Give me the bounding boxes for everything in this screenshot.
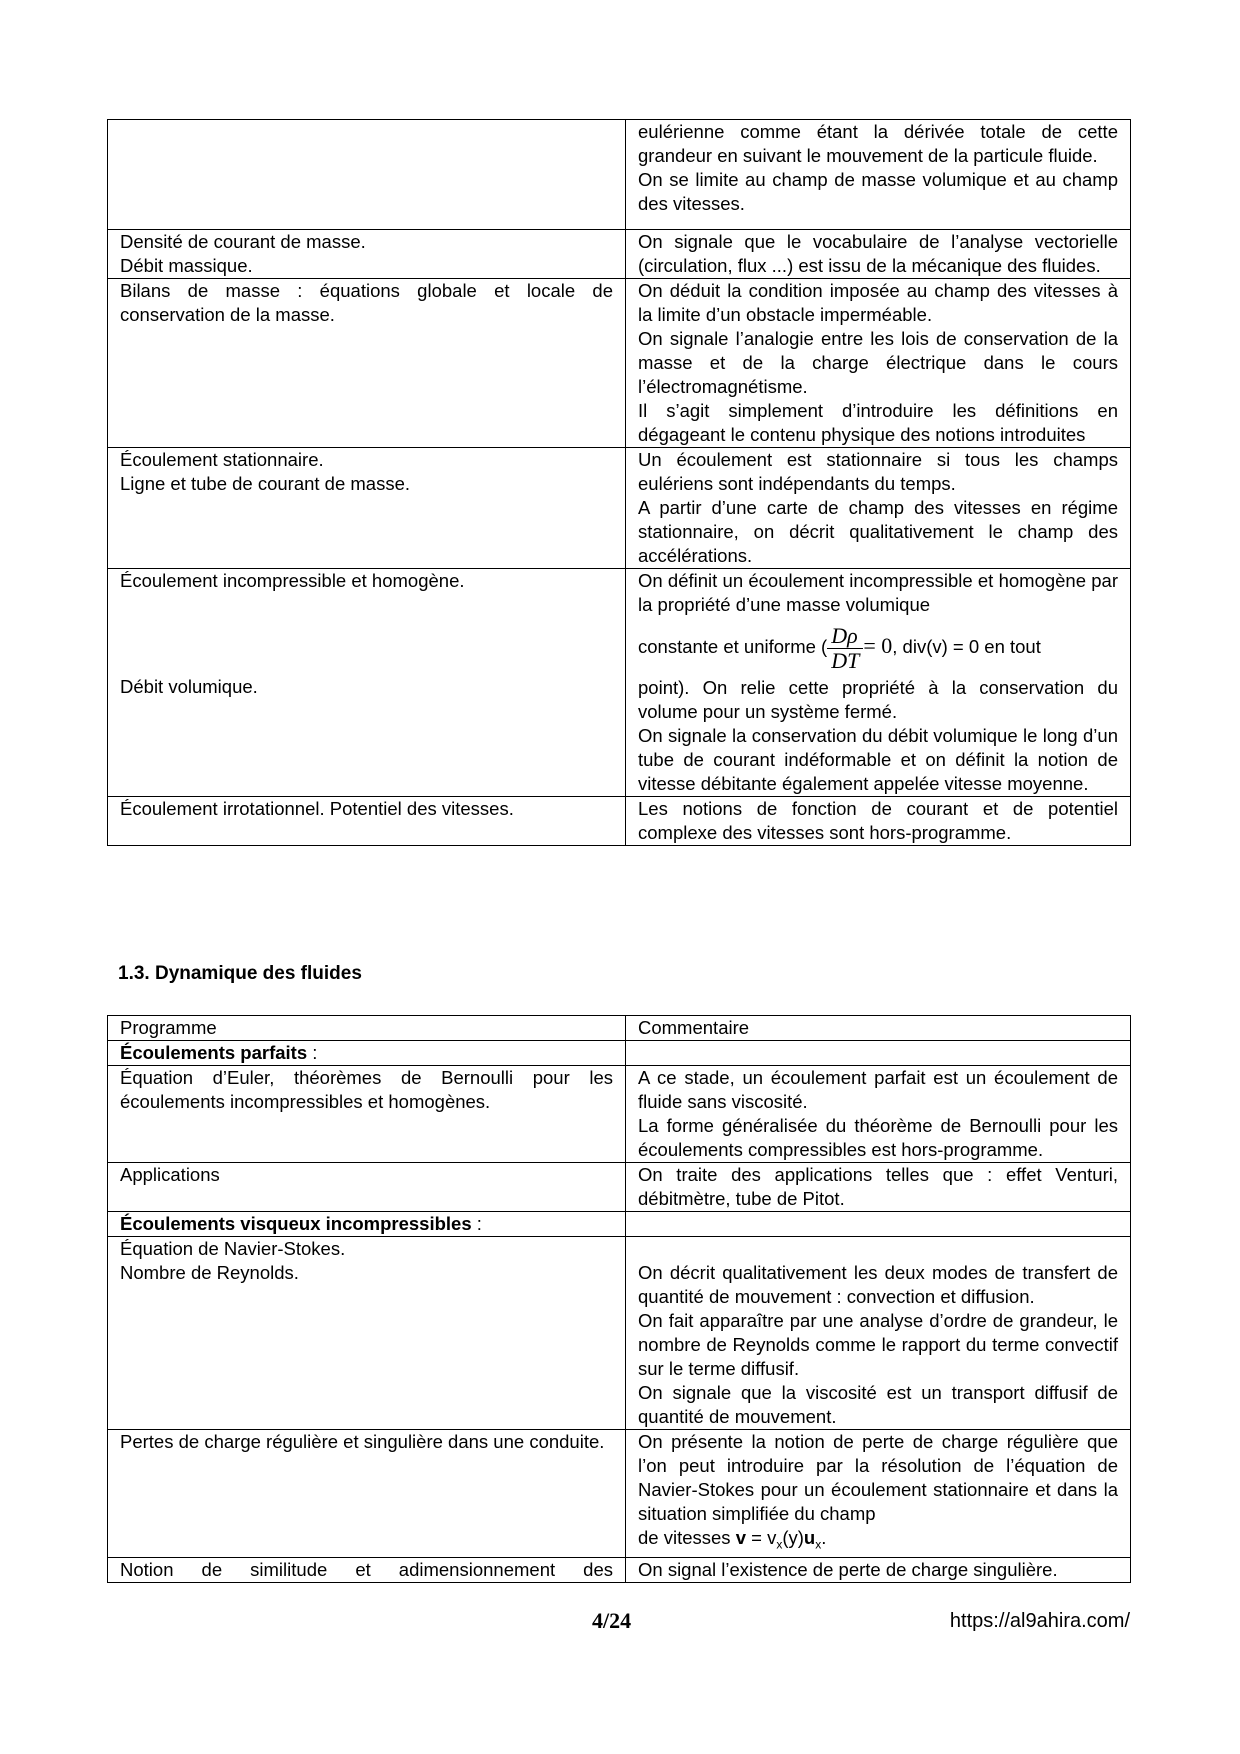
fraction-equals: = 0 [863,633,893,658]
group-title-suffix: : [307,1042,318,1063]
program-cell [108,1430,626,1558]
group-title: Écoulements visqueux incompressibles [120,1213,472,1234]
comment-cell [626,230,1131,279]
table-row [108,1430,1131,1558]
table-row [108,1041,1131,1066]
table-row [108,1163,1131,1212]
comment-cell [626,448,1131,569]
program-text: Équation de Navier-Stokes. [120,1238,346,1259]
program-cell [108,448,626,569]
program-cell [108,1066,626,1163]
section-heading: 1.3. Dynamique des fluides [118,963,362,984]
program-text: Équation d’Euler, théorèmes de Bernoulli pour les écoulements incompressibles et homogènes. [120,1067,613,1112]
comment-text: constante et uniforme ( [638,636,828,657]
table-row [108,569,1131,797]
comment-text: On signale l’analogie entre les lois de conservation de la masse et de la charge électrique dans le cours l’électromagnétisme. [638,328,1118,397]
spacer [638,1237,1118,1261]
comment-cell [626,1237,1131,1430]
group-title: Écoulements parfaits [120,1042,308,1063]
empty-cell [626,1041,1131,1066]
table-row [108,1557,1131,1582]
comment-cell [626,1430,1131,1558]
comment-text: eulérienne comme étant la dérivée totale de cette grandeur en suivant le mouvement de la particule fluide. [638,121,1118,166]
fraction-denominator: DT [831,647,860,673]
program-cell [108,230,626,279]
program-text: Débit volumique. [120,676,258,697]
program-text: Densité de courant de masse. [120,231,366,252]
table-row [108,1237,1131,1430]
comment-text: A ce stade, un écoulement parfait est un écoulement de fluide sans viscosité. [638,1067,1118,1112]
table-row [108,1066,1131,1163]
page-number: 4/24 [592,1608,632,1633]
program-table-kinematics [107,119,1131,846]
program-text: Écoulement stationnaire. [120,449,324,470]
program-table-dynamics [107,1015,1131,1583]
footer-url: https://al9ahira.com/ [949,1610,1130,1632]
program-text: Débit massique. [120,255,253,276]
program-text: Ligne et tube de courant de masse. [120,473,411,494]
header-comment: Commentaire [626,1016,1131,1041]
comment-text: A partir d’une carte de champ des vitesses en régime stationnaire, on décrit qualitativement le champ des accélérations. [638,497,1118,566]
comment-text: La forme généralisée du théorème de Bernoulli pour les écoulements compressibles est hors-programme. [638,1115,1118,1160]
comment-cell [626,1066,1131,1163]
program-text: Notion de similitude et adimensionnement des [120,1558,613,1580]
program-text: Bilans de masse : équations globale et locale de conservation de la masse. [120,280,613,325]
comment-text: On décrit qualitativement les deux modes de transfert de quantité de mouvement : convection et diffusion. [638,1262,1118,1307]
program-cell: Applications [108,1163,626,1212]
comment-cell [626,797,1131,846]
density-derivative-fraction [827,624,863,673]
group-title-cell [108,1041,626,1066]
table-row [108,797,1131,846]
comment-cell [626,279,1131,448]
table-row [108,448,1131,569]
table-row [108,1212,1131,1237]
group-title-cell [108,1212,626,1237]
empty-cell [626,1212,1131,1237]
comment-cell [626,1163,1131,1212]
table-row [108,230,1131,279]
header-program: Programme [108,1016,626,1041]
program-text: Écoulement incompressible et homogène. [120,570,465,591]
comment-text: On signale la conservation du débit volumique le long d’un tube de courant indéformable et on définit la notion de vitesse débitante également appelée vitesse moyenne. [638,725,1118,794]
program-text: Nombre de Reynolds. [120,1262,299,1283]
program-cell [108,279,626,448]
comment-text: Un écoulement est stationnaire si tous les champs eulériens sont indépendants du temps. [638,449,1118,494]
comment-text: , div(v) = 0 en tout [892,636,1041,657]
program-cell [108,1557,626,1582]
comment-text: On signale que le vocabulaire de l’analyse vectorielle (circulation, flux ...) est issu de la mécanique des fluides. [638,231,1118,276]
comment-text: On fait apparaître par une analyse d’ordre de grandeur, le nombre de Reynolds comme le rapport du terme convectif sur le terme diffusif. [638,1310,1118,1379]
program-cell [108,120,626,230]
comment-text: Les notions de fonction de courant et de potentiel complexe des vitesses sont hors-programme. [638,798,1118,843]
formula-line [638,617,1118,676]
comment-cell [626,569,1131,797]
program-cell [108,569,626,797]
comment-text: On déduit la condition imposée au champ des vitesses à la limite d’un obstacle imperméable. [638,280,1118,325]
comment-text: Il s’agit simplement d’introduire les définitions en dégageant le contenu physique des notions introduites [638,400,1118,445]
spacer [120,593,613,675]
velocity-field-text: de vitesses $v = v_x(y)u_x$. [638,1527,827,1552]
comment-text: On définit un écoulement incompressible et homogène par la propriété d’une masse volumique [638,570,1118,615]
comment-text: On signale que la viscosité est un transport diffusif de quantité de mouvement. [638,1382,1118,1427]
table-row [108,120,1131,230]
comment-cell [626,120,1131,230]
group-title-suffix: : [471,1213,482,1234]
comment-cell [626,1557,1131,1582]
comment-text: On présente la notion de perte de charge régulière que l’on peut introduire par la résolution de l’équation de Navier-Stokes pour un écoulement stationnaire et dans la situation simplifiée du champ [638,1431,1118,1524]
comment-text: On traite des applications telles que : effet Venturi, débitmètre, tube de Pitot. [638,1164,1118,1209]
table-header-row [108,1016,1131,1041]
program-cell [108,1237,626,1430]
comment-text: point). On relie cette propriété à la conservation du volume pour un système fermé. [638,677,1118,722]
program-text: Écoulement irrotationnel. Potentiel des vitesses. [120,798,514,819]
comment-text: On signal l’existence de perte de charge singulière. [638,1558,1058,1580]
fraction-numerator: Dρ [827,624,863,649]
table-row [108,279,1131,448]
comment-text: On se limite au champ de masse volumique et au champ des vitesses. [638,169,1118,214]
program-cell [108,797,626,846]
program-text: Pertes de charge régulière et singulière dans une conduite. [120,1431,605,1452]
